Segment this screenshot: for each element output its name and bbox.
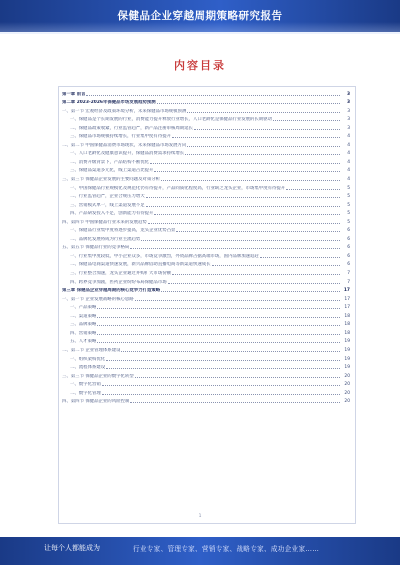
toc-entry-page: 5 bbox=[347, 194, 350, 200]
toc-leader-dots bbox=[176, 231, 340, 232]
toc-entry[interactable] bbox=[62, 191, 350, 200]
toc-entry-page: 18 bbox=[344, 322, 350, 328]
toc-leader-dots bbox=[146, 206, 340, 207]
toc-entry-page: 4 bbox=[347, 177, 350, 183]
toc-entry-page: 6 bbox=[347, 228, 350, 234]
toc-entry[interactable] bbox=[62, 319, 350, 328]
toc-entry-page: 17 bbox=[344, 305, 350, 311]
toc-entry-text: 三、保健品渠道多元化，线上渠道占比提升 bbox=[70, 168, 154, 174]
toc-entry-text: 四、第四节 中国保健品行业未来的发展趋势 bbox=[62, 219, 147, 225]
toc-leader-dots bbox=[161, 291, 340, 292]
toc-entry-text: 一、数字化营销 bbox=[70, 382, 101, 388]
toc-entry[interactable] bbox=[62, 302, 350, 311]
header-ribbon bbox=[0, 22, 400, 34]
toc-entry-page: 18 bbox=[344, 330, 350, 336]
toc-entry[interactable] bbox=[62, 97, 350, 106]
toc-leader-dots bbox=[106, 360, 340, 361]
toc-entry-page: 20 bbox=[344, 373, 350, 379]
toc-leader-dots bbox=[212, 265, 340, 266]
toc-entry[interactable] bbox=[62, 362, 350, 371]
toc-entry-text: 二、消费升级背景下，产品结构不断优化 bbox=[70, 159, 150, 165]
toc-entry[interactable] bbox=[62, 267, 350, 276]
toc-entry[interactable] bbox=[62, 370, 350, 379]
toc-entry[interactable] bbox=[62, 216, 350, 225]
toc-entry-text: 一、组织架构优化 bbox=[70, 356, 106, 362]
toc-entry-text: 二、数字化管理 bbox=[70, 390, 101, 396]
toc-entry-page: 6 bbox=[347, 262, 350, 268]
document-title: 保健品企业穿越周期策略研究报告 bbox=[117, 10, 283, 22]
toc-entry[interactable] bbox=[62, 242, 350, 251]
toc-leader-dots bbox=[154, 214, 340, 215]
toc-entry[interactable] bbox=[62, 233, 350, 242]
toc-title: 内容目录 bbox=[174, 59, 226, 72]
toc-entry[interactable] bbox=[62, 173, 350, 182]
toc-entry-page: 5 bbox=[347, 219, 350, 225]
toc-entry[interactable] bbox=[62, 379, 350, 388]
toc-entry-text: 第二章 2023-2026年保健品市场发展趋势预测 bbox=[62, 100, 156, 106]
toc-entry-page: 7 bbox=[347, 279, 350, 285]
toc-entry-page: 19 bbox=[344, 347, 350, 353]
toc-entry-page: 20 bbox=[344, 390, 350, 396]
toc-entry[interactable] bbox=[62, 276, 350, 285]
toc-entry-text: 二、第二节 中国保健品消费市场现状，未来保健品市场发展方向 bbox=[62, 142, 187, 148]
toc-entry[interactable] bbox=[62, 156, 350, 165]
toc-entry-text: 一、第一节 宏观经济及政策环境分析，未来保健品市场规模预测 bbox=[62, 108, 187, 114]
toc-leader-dots bbox=[102, 385, 340, 386]
toc-leader-dots bbox=[121, 351, 340, 352]
toc-list bbox=[62, 88, 350, 404]
toc-entry-text: 三、第三节 保健品企业发展的主要问题及对策分析 bbox=[62, 177, 160, 183]
toc-entry-page: 7 bbox=[347, 271, 350, 277]
toc-entry-text: 二、保健品电商渠道快速发展，新兴品牌借助直播电商等新渠道快速成长 bbox=[70, 262, 211, 268]
toc-entry-page: 3 bbox=[346, 100, 350, 106]
toc-entry-page: 3 bbox=[347, 117, 350, 123]
toc-entry-text: 一、保健品行业集中度将逐步提高，龙头企业优势凸显 bbox=[70, 228, 176, 234]
toc-entry-page: 18 bbox=[344, 313, 350, 319]
toc-entry-page: 6 bbox=[347, 236, 350, 242]
toc-entry-text: 四、产品研发投入不足，创新能力有待提升 bbox=[70, 211, 154, 217]
toc-entry-page: 6 bbox=[347, 245, 350, 251]
toc-entry-page: 19 bbox=[344, 356, 350, 362]
toc-entry-page: 4 bbox=[347, 168, 350, 174]
toc-entry-text: 五、第五节 保健品行业的竞争格局 bbox=[62, 245, 130, 251]
toc-entry-text: 一、产品策略 bbox=[70, 305, 97, 311]
toc-entry[interactable] bbox=[62, 327, 350, 336]
toc-entry-text: 一、中国保健品行业规模化及规范化仍有待提升，产品同质化程度高，行业缺乏龙头企业，市场集中度有待提升 bbox=[70, 185, 286, 191]
toc-entry-text: 一、第一节 企业发展战略的核心思路 bbox=[62, 296, 134, 302]
toc-entry-page: 3 bbox=[347, 108, 350, 114]
toc-entry[interactable] bbox=[62, 182, 350, 191]
toc-leader-dots bbox=[148, 223, 340, 224]
toc-leader-dots bbox=[106, 368, 340, 369]
toc-entry-text: 三、品牌策略 bbox=[70, 322, 97, 328]
toc-leader-dots bbox=[273, 120, 340, 121]
toc-entry-page: 19 bbox=[344, 365, 350, 371]
toc-leader-dots bbox=[135, 377, 340, 378]
toc-entry-text: 三、第三节 保健品企业的数字化转型 bbox=[62, 373, 134, 379]
toc-entry-text: 二、渠道策略 bbox=[70, 313, 97, 319]
toc-entry[interactable] bbox=[62, 225, 350, 234]
toc-entry-text: 四、跨界竞争加剧，医药企业纷纷布局保健品市场 bbox=[70, 279, 167, 285]
toc-entry-page: 20 bbox=[344, 382, 350, 388]
toc-leader-dots bbox=[260, 257, 340, 258]
toc-entry-text: 三、保健品市场规模持续增长，行业集中度有待提升 bbox=[70, 134, 171, 140]
toc-leader-dots bbox=[97, 308, 340, 309]
toc-entry-page: 6 bbox=[347, 253, 350, 259]
toc-leader-dots bbox=[86, 95, 340, 96]
page-number: 1 bbox=[198, 514, 202, 519]
toc-entry-text: 二、保健品政策收紧，行业监管趋严，新产品注册审核周期延长 bbox=[70, 125, 193, 131]
toc-entry-text: 第一章 前言 bbox=[62, 91, 86, 97]
toc-entry[interactable] bbox=[62, 148, 350, 157]
toc-leader-dots bbox=[187, 112, 340, 113]
footer-slogan-left: 让每个人都能成为 bbox=[44, 544, 100, 552]
toc-entry-page: 4 bbox=[347, 134, 350, 140]
toc-entry[interactable] bbox=[62, 293, 350, 302]
toc-entry-page: 20 bbox=[344, 399, 350, 405]
toc-leader-dots bbox=[141, 240, 340, 241]
toc-entry-page: 5 bbox=[347, 211, 350, 217]
toc-entry-text: 四、营销策略 bbox=[70, 330, 97, 336]
toc-entry[interactable] bbox=[62, 310, 350, 319]
toc-leader-dots bbox=[97, 342, 340, 343]
toc-entry-page: 3 bbox=[347, 125, 350, 131]
toc-entry[interactable] bbox=[62, 199, 350, 208]
toc-leader-dots bbox=[97, 317, 340, 318]
toc-entry[interactable] bbox=[62, 250, 350, 259]
toc-leader-dots bbox=[161, 180, 340, 181]
toc-entry-page: 4 bbox=[347, 151, 350, 157]
toc-entry-text: 二、品牌化发展将成为行业主流趋势 bbox=[70, 236, 141, 242]
toc-entry[interactable] bbox=[62, 122, 350, 131]
toc-leader-dots bbox=[97, 325, 340, 326]
toc-entry-text: 一、行业集中度较低，中小企业众多，市场竞争激烈，外资品牌占据高端市场，国内品牌加速追赶 bbox=[70, 253, 259, 259]
toc-entry-page: 17 bbox=[343, 288, 350, 294]
toc-leader-dots bbox=[194, 129, 340, 130]
footer-slogan-right: 行业专家、管理专家、营销专家、战略专家、成功企业家…… bbox=[133, 545, 320, 553]
toc-entry[interactable] bbox=[62, 105, 350, 114]
toc-entry[interactable] bbox=[62, 344, 350, 353]
toc-leader-dots bbox=[150, 163, 340, 164]
toc-entry[interactable] bbox=[62, 387, 350, 396]
toc-entry-text: 三、行业整合加速，龙头企业通过并购扩大市场份额 bbox=[70, 271, 171, 277]
toc-leader-dots bbox=[146, 197, 340, 198]
toc-leader-dots bbox=[97, 334, 340, 335]
toc-entry-text: 二、第二节 企业管理体系建设 bbox=[62, 347, 121, 353]
toc-entry-text: 四、第四节 保健品企业的风险控制 bbox=[62, 399, 130, 405]
toc-leader-dots bbox=[102, 394, 340, 395]
toc-entry[interactable] bbox=[62, 165, 350, 174]
toc-entry[interactable] bbox=[62, 285, 350, 294]
toc-entry-text: 二、流程体系建设 bbox=[70, 365, 106, 371]
toc-entry[interactable] bbox=[62, 353, 350, 362]
toc-entry[interactable] bbox=[62, 88, 350, 97]
toc-leader-dots bbox=[286, 189, 340, 190]
toc-leader-dots bbox=[172, 137, 340, 138]
toc-leader-dots bbox=[130, 402, 340, 403]
toc-leader-dots bbox=[135, 300, 340, 301]
toc-entry-text: 五、人才策略 bbox=[70, 339, 97, 345]
toc-entry-text: 一、人口老龄化及健康意识提升，保健品消费需求持续增长 bbox=[70, 151, 185, 157]
toc-leader-dots bbox=[172, 274, 340, 275]
toc-entry-page: 3 bbox=[346, 91, 350, 97]
toc-entry-page: 5 bbox=[347, 202, 350, 208]
toc-entry[interactable] bbox=[62, 139, 350, 148]
toc-entry[interactable] bbox=[62, 208, 350, 217]
toc-entry-text: 一、保健品是个长期发展的行业，消费能力提升释放行业增长，人口老龄化是保健品行业发展的长期驱动 bbox=[70, 117, 272, 123]
toc-entry[interactable] bbox=[62, 396, 350, 405]
toc-leader-dots bbox=[154, 171, 340, 172]
toc-entry[interactable] bbox=[62, 259, 350, 268]
toc-leader-dots bbox=[157, 103, 340, 104]
toc-entry-page: 5 bbox=[347, 185, 350, 191]
toc-entry-page: 4 bbox=[347, 159, 350, 165]
toc-entry-page: 4 bbox=[347, 142, 350, 148]
toc-leader-dots bbox=[168, 283, 340, 284]
toc-entry[interactable] bbox=[62, 131, 350, 140]
toc-leader-dots bbox=[187, 146, 340, 147]
toc-entry-page: 17 bbox=[344, 296, 350, 302]
toc-leader-dots bbox=[130, 248, 340, 249]
toc-entry[interactable] bbox=[62, 114, 350, 123]
toc-entry[interactable] bbox=[62, 336, 350, 345]
toc-entry-text: 第三章 保健品企业穿越周期的核心竞争力打造策略 bbox=[62, 288, 161, 294]
toc-leader-dots bbox=[185, 154, 340, 155]
toc-entry-text: 二、行业监管趋严，企业合规压力增大 bbox=[70, 194, 145, 200]
toc-entry-page: 19 bbox=[344, 339, 350, 345]
toc-entry-text: 三、营销模式单一，线上渠道发展不足 bbox=[70, 202, 145, 208]
